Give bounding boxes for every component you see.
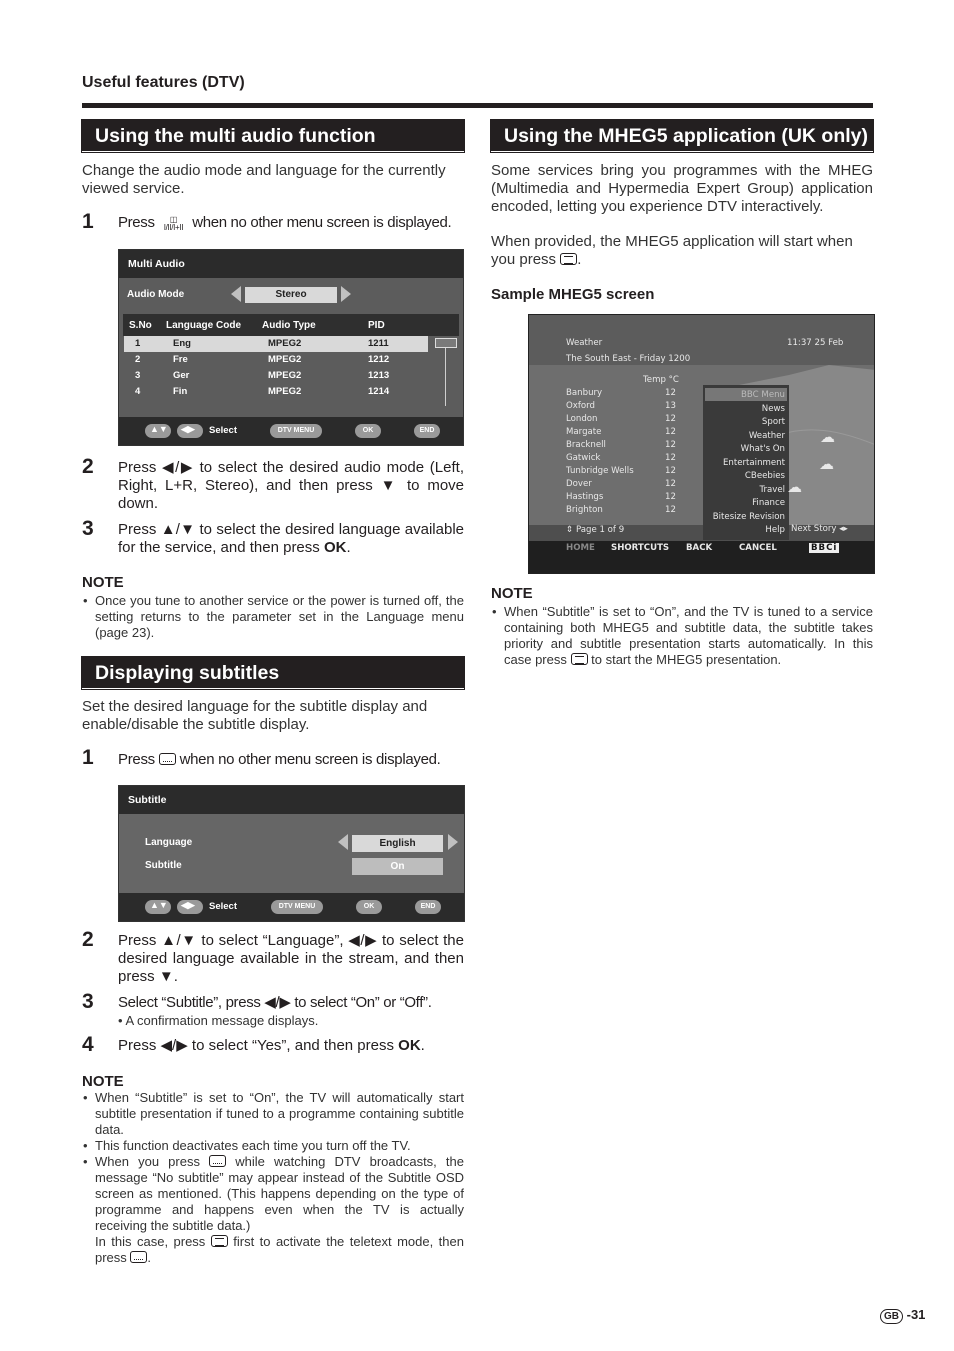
step-text: Press ▲/▼ to select “Language”, ◀/▶ to select the desired language available in the stream, and then press ▼. bbox=[118, 932, 464, 985]
bbc-menu-item[interactable]: BBC Menu bbox=[741, 390, 785, 400]
end-pill: END bbox=[415, 900, 441, 914]
osd-footer bbox=[119, 893, 464, 921]
column-header: S.No bbox=[129, 320, 152, 331]
note-heading: NOTE bbox=[82, 574, 124, 591]
cloud-sun-icon: ☁ bbox=[820, 428, 835, 446]
cancel-key[interactable]: CANCEL bbox=[739, 543, 777, 553]
region-badge: GB bbox=[880, 1309, 903, 1324]
osd-title: Subtitle bbox=[119, 786, 464, 814]
teletext-button-icon bbox=[211, 1235, 228, 1247]
bbc-menu-item[interactable]: Entertainment bbox=[722, 457, 785, 468]
select-label: Select bbox=[209, 425, 237, 436]
town-temp: 12 bbox=[665, 479, 676, 489]
sample-heading: Sample MHEG5 screen bbox=[491, 286, 655, 303]
dtv-menu-pill: DTV MENU bbox=[271, 900, 323, 914]
step-subnote: • A confirmation message displays. bbox=[118, 1013, 319, 1028]
bbc-menu-item[interactable]: Bitesize Revision bbox=[712, 511, 785, 522]
note-heading: NOTE bbox=[82, 1073, 124, 1090]
table-row[interactable]: 3 Ger MPEG2 1213 bbox=[135, 370, 390, 381]
bbc-menu-item[interactable]: Travel bbox=[759, 484, 785, 495]
temp-heading: Temp °C bbox=[643, 375, 679, 385]
bbc-menu-item[interactable]: Weather bbox=[748, 430, 785, 441]
up-down-icon: ▲▼ bbox=[145, 424, 171, 438]
subtitles-title: Displaying subtitles bbox=[82, 657, 464, 689]
note-list bbox=[82, 1090, 464, 1266]
multi-audio-title: Using the multi audio function bbox=[82, 120, 464, 152]
mheg5-sample-screen bbox=[528, 314, 875, 574]
step-number: 1 bbox=[82, 210, 94, 233]
town-name: London bbox=[566, 414, 598, 424]
mheg5-intro: Some services bring you programmes with the MHEG (Multimedia and Hypermedia Expert Group) application encoded, letting you experience DTV interactively. bbox=[491, 162, 873, 215]
town-name: Oxford bbox=[566, 401, 595, 411]
step-text: Press ◀/▶ to select “Yes”, and then press OK. bbox=[118, 1037, 425, 1054]
scrollbar-track[interactable] bbox=[445, 348, 446, 406]
arrow-right-icon[interactable] bbox=[341, 286, 351, 302]
town-temp: 12 bbox=[665, 492, 676, 502]
column-header: PID bbox=[368, 320, 385, 331]
bbc-menu-item[interactable]: Help bbox=[765, 525, 785, 535]
step-number: 3 bbox=[82, 517, 94, 540]
note-list bbox=[491, 604, 873, 668]
weather-heading: Weather bbox=[566, 338, 603, 348]
note-item: • This function deactivates each time you turn off the TV. bbox=[82, 1138, 464, 1154]
next-story-label[interactable]: Next Story ◂▸ bbox=[791, 524, 848, 534]
step-number: 1 bbox=[82, 746, 94, 769]
table-row[interactable]: 2 Fre MPEG2 1212 bbox=[135, 354, 390, 365]
town-name: Tunbridge Wells bbox=[566, 466, 634, 476]
region-heading: The South East - Friday 1200 bbox=[566, 354, 691, 364]
step-number: 4 bbox=[82, 1033, 94, 1056]
end-pill: END bbox=[414, 424, 440, 438]
table-header bbox=[123, 314, 459, 336]
bbc-menu-item[interactable]: CBeebies bbox=[744, 471, 785, 481]
select-label: Select bbox=[209, 901, 237, 912]
step-text: Press when no other menu screen is displayed. bbox=[118, 751, 441, 768]
osd-footer bbox=[119, 417, 463, 445]
town-name: Hastings bbox=[566, 492, 604, 502]
ok-pill: OK bbox=[356, 900, 382, 914]
mheg5-title: Using the MHEG5 application (UK only) bbox=[491, 120, 873, 152]
town-temp: 12 bbox=[665, 388, 676, 398]
note-item: • Once you tune to another service or the power is turned off, the setting returns to the parameter set in the Language menu (page 23). bbox=[82, 593, 464, 641]
note-item: • When “Subtitle” is set to “On”, the TV will automatically start subtitle presentation if tuned to a programme containing subtitle data. bbox=[82, 1090, 464, 1138]
bbc-menu-item[interactable]: Finance bbox=[752, 498, 785, 508]
bbc-menu-item[interactable]: Sport bbox=[761, 417, 785, 427]
back-key[interactable]: BACK bbox=[686, 543, 713, 553]
step-text: Select “Subtitle”, press ◀/▶ to select “On” or “Off”. bbox=[118, 994, 432, 1011]
town-name: Margate bbox=[566, 427, 602, 437]
multi-audio-osd bbox=[118, 249, 464, 446]
town-temp: 13 bbox=[665, 401, 676, 411]
note-item: • When “Subtitle” is set to “On”, and the TV is tuned to a service containing both MHEG5 and subtitle data, the subtitle takes priority and subtitle presentation starts automatically. In this case press to start the MHEG5 presentation. bbox=[491, 604, 873, 668]
town-name: Dover bbox=[566, 479, 592, 489]
left-right-icon: ◀▶ bbox=[177, 424, 203, 438]
step-number: 2 bbox=[82, 928, 94, 951]
bbc-menu-item[interactable]: What's On bbox=[740, 444, 785, 454]
audio-button-icon: ◫ I/II/I+II bbox=[163, 215, 184, 232]
header-rule bbox=[82, 103, 873, 108]
bbci-logo: BBCi bbox=[811, 543, 838, 553]
arrow-left-icon[interactable] bbox=[231, 286, 241, 302]
subtitles-intro: Set the desired language for the subtitle display and enable/disable the subtitle display. bbox=[82, 698, 428, 733]
ok-pill: OK bbox=[355, 424, 381, 438]
bbc-menu-item[interactable]: News bbox=[761, 403, 785, 414]
town-temp: 12 bbox=[665, 453, 676, 463]
language-label: Language bbox=[145, 837, 193, 848]
arrow-left-icon[interactable] bbox=[338, 834, 348, 850]
up-down-icon: ▲▼ bbox=[145, 900, 171, 914]
shortcuts-key[interactable]: SHORTCUTS bbox=[611, 543, 670, 553]
town-temp: 12 bbox=[665, 427, 676, 437]
left-right-icon: ◀▶ bbox=[177, 900, 203, 914]
page-indicator: ⇕ Page 1 of 9 bbox=[566, 525, 625, 535]
scrollbar-thumb[interactable] bbox=[435, 338, 457, 348]
town-temp: 12 bbox=[665, 505, 676, 515]
dtv-menu-pill: DTV MENU bbox=[270, 424, 322, 438]
teletext-button-icon bbox=[560, 253, 577, 265]
town-name: Brighton bbox=[566, 505, 603, 515]
note-list bbox=[82, 593, 464, 641]
mheg5-intro-2: When provided, the MHEG5 application will start when you press . bbox=[491, 233, 853, 268]
home-key[interactable]: HOME bbox=[566, 543, 595, 553]
audio-mode-value[interactable]: Stereo bbox=[245, 287, 337, 303]
town-temp: 12 bbox=[665, 440, 676, 450]
town-name: Banbury bbox=[566, 388, 603, 398]
page-number: GB -31 bbox=[880, 1307, 925, 1324]
osd-title: Multi Audio bbox=[119, 250, 463, 278]
subtitle-button-icon bbox=[209, 1155, 226, 1167]
section-heading: Useful features (DTV) bbox=[82, 74, 245, 91]
town-temp: 12 bbox=[665, 414, 676, 424]
subtitle-button-icon bbox=[130, 1251, 147, 1263]
step-text: Press ◀/▶ to select the desired audio mode (Left, Right, L+R, Stereo), and then press ▼ to move down. bbox=[118, 459, 464, 512]
multi-audio-intro: Change the audio mode and language for the currently viewed service. bbox=[82, 162, 446, 197]
cloud-sun-icon: ☁ bbox=[787, 478, 802, 496]
town-temp: 12 bbox=[665, 466, 676, 476]
table-row[interactable]: 4 Fin MPEG2 1214 bbox=[135, 386, 390, 397]
step-text: Press ▲/▼ to select the desired language available for the service, and then press OK. bbox=[118, 521, 464, 556]
step-number: 3 bbox=[82, 990, 94, 1013]
audio-mode-label: Audio Mode bbox=[127, 289, 185, 300]
column-header: Language Code bbox=[166, 320, 242, 331]
arrow-right-icon[interactable] bbox=[448, 834, 458, 850]
subtitle-value[interactable]: On bbox=[352, 858, 443, 875]
subtitle-button-icon bbox=[159, 753, 176, 765]
column-header: Audio Type bbox=[262, 320, 316, 331]
teletext-button-icon bbox=[571, 653, 588, 665]
language-value[interactable]: English bbox=[352, 835, 443, 852]
subtitle-label: Subtitle bbox=[145, 860, 182, 871]
step-text: Press ◫ I/II/I+II when no other menu screen is displayed. bbox=[118, 214, 452, 232]
subtitle-osd bbox=[118, 785, 465, 922]
table-row[interactable]: 1 Eng MPEG2 1211 bbox=[124, 336, 428, 352]
screen-time: 11:37 25 Feb bbox=[787, 338, 844, 348]
town-name: Gatwick bbox=[566, 453, 601, 463]
town-name: Bracknell bbox=[566, 440, 606, 450]
step-number: 2 bbox=[82, 455, 94, 478]
note-item: • When you press while watching DTV broadcasts, the message “No subtitle” may appear instead of the Subtitle OSD screen as mentioned. (This happens depending on the type of programme and happens even when the TV is actually receiving the subtitle data.) In this case, press first to activate the teletext mode, then press . bbox=[82, 1154, 464, 1266]
note-heading: NOTE bbox=[491, 585, 533, 602]
cloud-sun-icon: ☁ bbox=[819, 455, 834, 473]
